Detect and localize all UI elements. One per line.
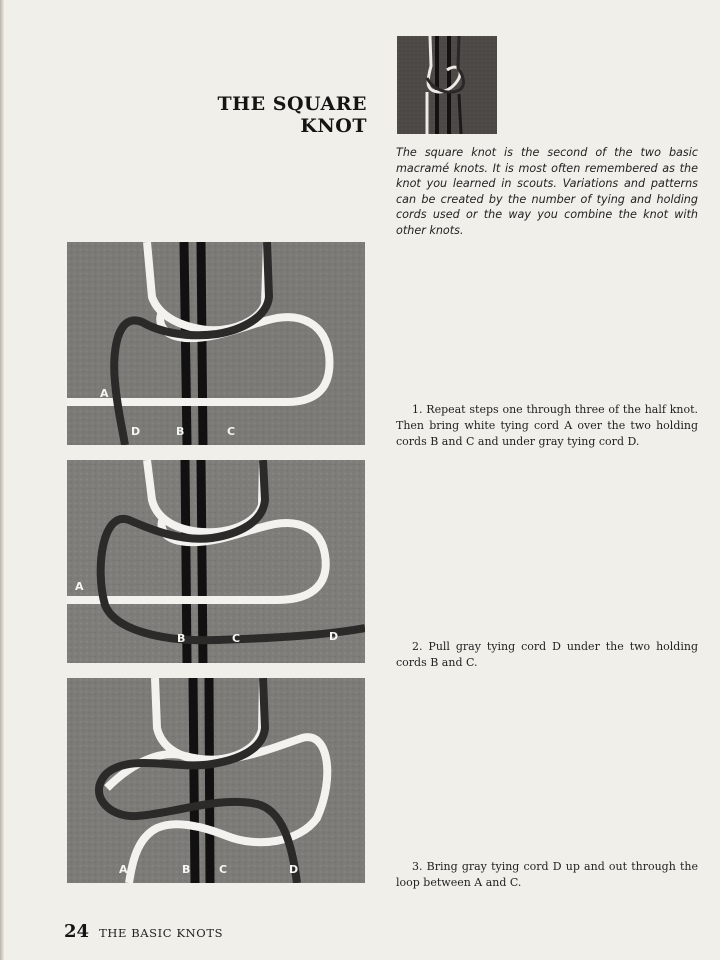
step-1-label-d: D (131, 425, 141, 438)
step-3-text: 3. Bring gray tying cord D up and out through the loop between A and C. (396, 860, 698, 889)
step-3-label-c: C (219, 863, 228, 876)
step-1-label-b: B (176, 425, 185, 438)
knot-thumbnail-photo (397, 36, 497, 134)
section-name: THE BASIC KNOTS (99, 926, 224, 940)
step-1-photo (67, 242, 365, 445)
step-2-label-b: B (177, 632, 186, 645)
step-1-label-c: C (227, 425, 236, 438)
step-2-label-a: A (75, 580, 84, 593)
step-3-label-d: D (289, 863, 299, 876)
page-edge (0, 0, 4, 960)
title-line-2: KNOT (300, 115, 367, 137)
page-title (218, 93, 367, 137)
title-line-1: THE SQUARE (217, 93, 367, 115)
step-1-text: 1. Repeat steps one through three of the half knot. Then bring white tying cord A over the two holding cords B and C and under gray tying cord D. (396, 403, 698, 448)
step-3-photo (67, 678, 365, 883)
step-3-label-b: B (182, 863, 191, 876)
intro-paragraph: The square knot is the second of the two basic macramé knots. It is most often remembered as the knot you learned in scouts. Variations and patterns can be created by the number of tying and holding cords used or the way you combine the knot with other knots. (396, 146, 698, 237)
step-2-label-d: D (329, 630, 339, 643)
step-1-label-a: A (100, 387, 109, 400)
page-number: 24 (64, 921, 90, 942)
page-footer (64, 921, 223, 942)
step-2-label-c: C (232, 632, 241, 645)
step-3-label-a: A (119, 863, 128, 876)
step-2-photo (67, 460, 365, 663)
step-2-text: 2. Pull gray tying cord D under the two holding cords B and C. (396, 640, 698, 669)
